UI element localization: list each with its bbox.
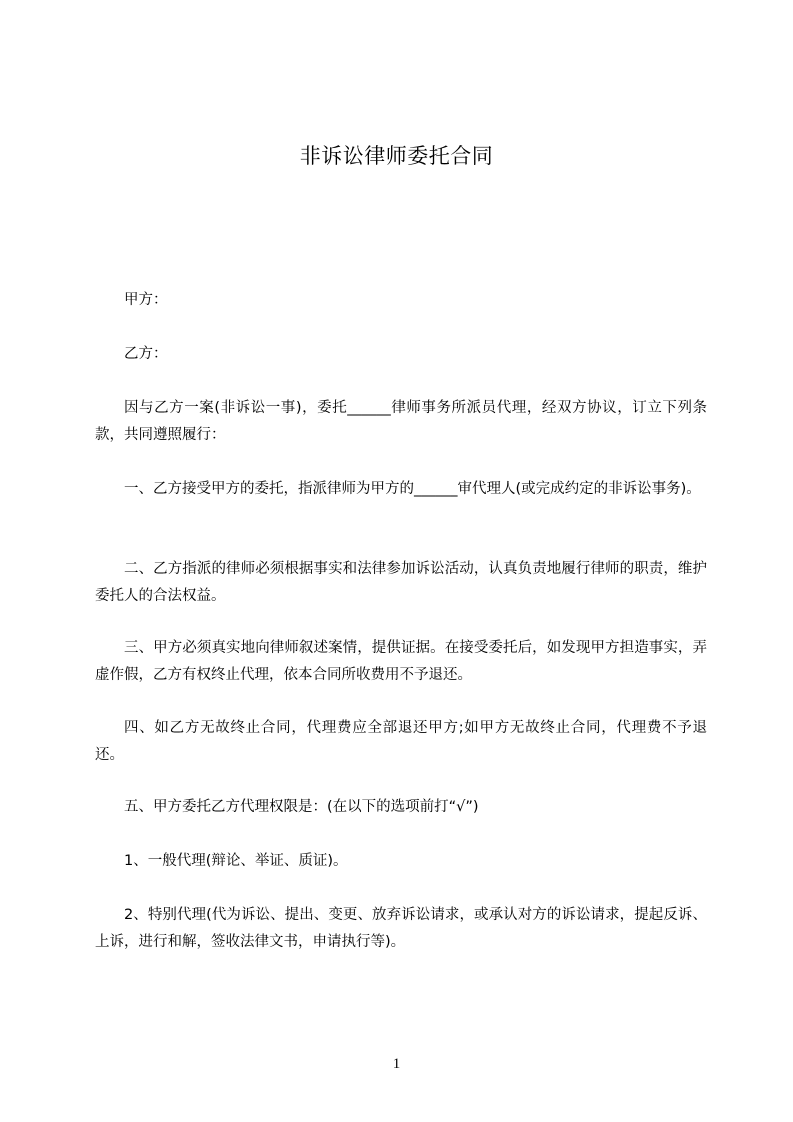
clause-4-paragraph: 四、如乙方无故终止合同，代理费应全部退还甲方;如甲方无故终止合同，代理费不予退还。 xyxy=(95,720,707,763)
party-b-line: 乙方： xyxy=(124,346,168,362)
clause-5-paragraph: 五、甲方委托乙方代理权限是：(在以下的选项前打“√”) xyxy=(124,799,479,815)
document-title: 非诉讼律师委托合同 xyxy=(299,144,494,168)
clause-2-paragraph: 二、乙方指派的律师必须根据事实和法律参加诉讼活动，认真负责地履行律师的职责，维护委托人的合法权益。 xyxy=(95,561,707,604)
party-a-line: 甲方： xyxy=(124,292,168,308)
option-1-paragraph: 1、一般代理(辩论、举证、质证)。 xyxy=(124,853,348,869)
clause-1-paragraph: 一、乙方接受甲方的委托，指派律师为甲方的______审代理人(或完成约定的非诉讼事务)。 xyxy=(124,481,701,497)
intro-paragraph: 因与乙方一案(非诉讼一事)，委托______律师事务所派员代理，经双方协议，订立下列条款，共同遵照履行： xyxy=(95,400,707,443)
option-2-paragraph: 2、特别代理(代为诉讼、提出、变更、放弃诉讼请求，或承认对方的诉讼请求，提起反诉、上诉，进行和解，签收法律文书，申请执行等)。 xyxy=(95,907,707,950)
clause-3-paragraph: 三、甲方必须真实地向律师叙述案情，提供证据。在接受委托后，如发现甲方担造事实，弄虚作假，乙方有权终止代理，依本合同所收费用不予退还。 xyxy=(95,640,707,683)
page-number: 1 xyxy=(392,1056,401,1072)
